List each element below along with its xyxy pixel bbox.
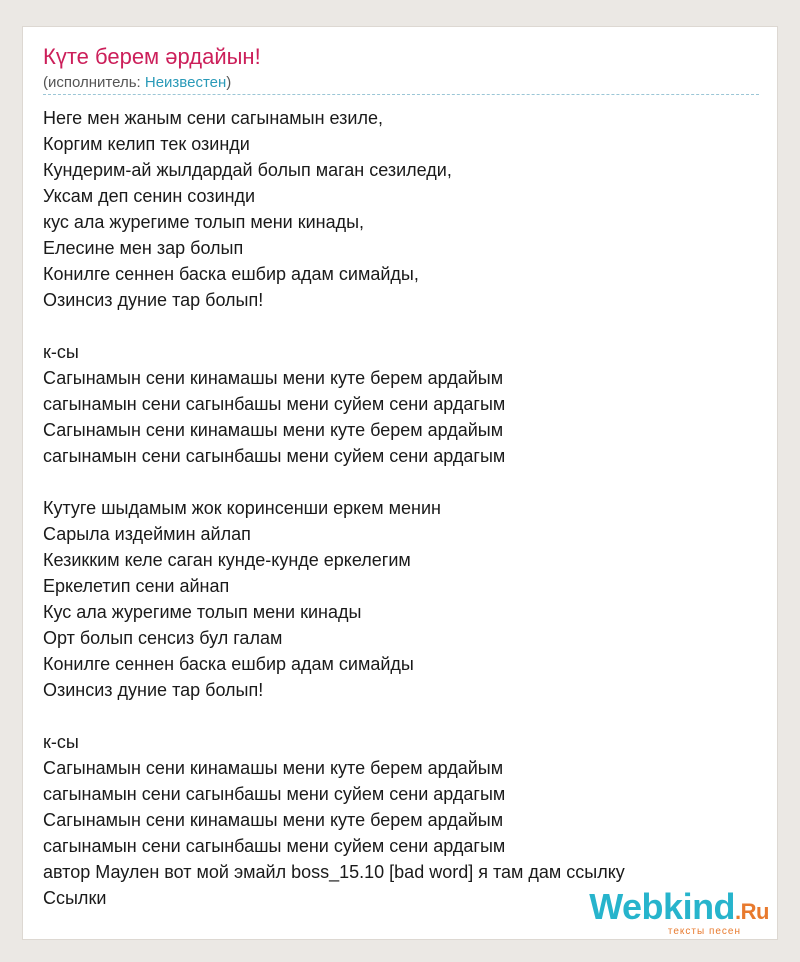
lyrics-line: к-сы bbox=[43, 732, 79, 752]
logo-tld: .Ru bbox=[735, 899, 769, 924]
artist-link[interactable]: Неизвестен bbox=[144, 74, 227, 91]
lyrics-line: Ссылки bbox=[43, 888, 107, 908]
lyrics-blank-line bbox=[43, 313, 759, 339]
lyrics-line: сагынамын сени сагынбашы мени суйем сени ардагым bbox=[43, 784, 506, 804]
site-logo[interactable] bbox=[589, 886, 769, 937]
title-divider bbox=[43, 94, 759, 95]
lyrics-line: Кус ала журегиме толып мени кинады bbox=[43, 602, 362, 622]
lyrics-line: Коргим келип тек озинди bbox=[43, 134, 250, 154]
lyrics-text bbox=[43, 105, 759, 911]
lyrics-card bbox=[22, 26, 778, 940]
lyrics-line: сагынамын сени сагынбашы мени суйем сени ардагым bbox=[43, 394, 506, 414]
lyrics-line: Сарыла издеймин айлап bbox=[43, 524, 251, 544]
lyrics-line: Озинсиз дуние тар болып! bbox=[43, 290, 264, 310]
lyrics-line: Уксам деп сенин созинди bbox=[43, 186, 256, 206]
lyrics-line: Конилге сеннен баска ешбир адам симайды bbox=[43, 654, 414, 674]
lyrics-line: Неге мен жаным сени сагынамын езиле, bbox=[43, 108, 383, 128]
lyrics-line: Елесине мен зар болып bbox=[43, 238, 244, 258]
lyrics-line: Сагынамын сени кинамашы мени куте берем ардайым bbox=[43, 810, 504, 830]
song-title: Күте берем әрдайын! bbox=[43, 44, 261, 69]
lyrics-line: Кезикким келе саган кунде-кунде еркелегим bbox=[43, 550, 411, 570]
lyrics-line: Конилге сеннен баска ешбир адам симайды, bbox=[43, 264, 419, 284]
lyrics-line: сагынамын сени сагынбашы мени суйем сени ардагым bbox=[43, 836, 506, 856]
artist-suffix: ) bbox=[226, 74, 232, 91]
lyrics-line: автор Маулен вот мой эмайл boss_15.10 [bad word] я там дам ссылку bbox=[43, 862, 625, 882]
lyrics-blank-line bbox=[43, 703, 759, 729]
lyrics-line: кус ала журегиме толып мени кинады, bbox=[43, 212, 365, 232]
lyrics-line: Орт болып сенсиз бул галам bbox=[43, 628, 283, 648]
lyrics-blank-line bbox=[43, 469, 759, 495]
lyrics-line: Еркелетип сени айнап bbox=[43, 576, 230, 596]
lyrics-line: Сагынамын сени кинамашы мени куте берем ардайым bbox=[43, 420, 504, 440]
lyrics-line: к-сы bbox=[43, 342, 79, 362]
logo-name: Webkind bbox=[589, 886, 736, 927]
lyrics-line: Сагынамын сени кинамашы мени куте берем ардайым bbox=[43, 368, 504, 388]
lyrics-line: Озинсиз дуние тар болып! bbox=[43, 680, 264, 700]
artist-line bbox=[43, 73, 231, 93]
lyrics-line: Кундерим-ай жылдардай болып маган сезиледи, bbox=[43, 160, 452, 180]
lyrics-line: Сагынамын сени кинамашы мени куте берем ардайым bbox=[43, 758, 504, 778]
logo-tagline: тексты песен bbox=[667, 926, 741, 937]
logo-wordmark bbox=[589, 886, 769, 930]
lyrics-line: Кутуге шыдамым жок коринсенши еркем менин bbox=[43, 498, 441, 518]
lyrics-line: сагынамын сени сагынбашы мени суйем сени ардагым bbox=[43, 446, 506, 466]
artist-prefix: (исполнитель: bbox=[43, 74, 145, 91]
